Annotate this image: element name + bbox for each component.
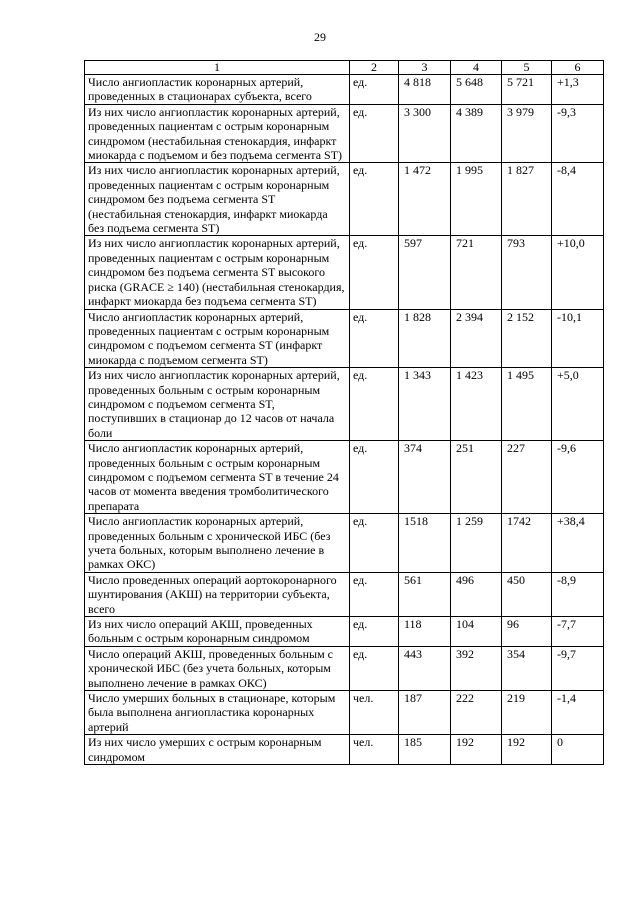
indicator-cell: Число ангиопластик коронарных артерий, проведенных пациентам с острым коронарным синдромом с подъемом сегмента ST (инфаркт миокарда с подъемом сегмента ST) (85, 309, 350, 368)
value-cell: 721 (451, 236, 502, 309)
header-row (85, 61, 604, 75)
indicator-cell: Число умерших больных в стационаре, которым была выполнена ангиопластика коронарных артерий (85, 691, 350, 735)
table-row (85, 617, 604, 647)
table-row (85, 368, 604, 441)
unit-cell: ед. (350, 236, 399, 309)
unit-cell: ед. (350, 617, 399, 647)
value-cell: 1 495 (502, 368, 552, 441)
table-row (85, 104, 604, 163)
indicator-cell: Из них число ангиопластик коронарных артерий, проведенных больным с острым коронарным синдромом с подъемом сегмента ST, поступивших в стационар до 12 часов от начала боли (85, 368, 350, 441)
table-row (85, 735, 604, 765)
unit-cell: ед. (350, 514, 399, 573)
value-cell: 1742 (502, 514, 552, 573)
value-cell: 227 (502, 441, 552, 514)
value-cell: 3 300 (399, 104, 451, 163)
value-cell: 597 (399, 236, 451, 309)
value-cell: 496 (451, 572, 502, 616)
value-cell: 374 (399, 441, 451, 514)
value-cell: 251 (451, 441, 502, 514)
change-cell: -8,4 (552, 163, 604, 236)
unit-cell: ед. (350, 309, 399, 368)
header-cell: 6 (552, 61, 604, 75)
table-row (85, 691, 604, 735)
unit-cell: ед. (350, 75, 399, 105)
unit-cell: ед. (350, 163, 399, 236)
indicator-cell: Из них число ангиопластик коронарных артерий, проведенных пациентам с острым коронарным синдромом (нестабильная стенокардия, инфаркт миокарда с подъемом и без подъема сегмента ST) (85, 104, 350, 163)
table-row (85, 441, 604, 514)
value-cell: 392 (451, 646, 502, 690)
indicator-cell: Число ангиопластик коронарных артерий, проведенных в стационарах субъекта, всего (85, 75, 350, 105)
value-cell: 96 (502, 617, 552, 647)
value-cell: 118 (399, 617, 451, 647)
header-cell: 4 (451, 61, 502, 75)
unit-cell: ед. (350, 104, 399, 163)
change-cell: +10,0 (552, 236, 604, 309)
value-cell: 354 (502, 646, 552, 690)
table-row (85, 514, 604, 573)
value-cell: 443 (399, 646, 451, 690)
unit-cell: ед. (350, 646, 399, 690)
value-cell: 1 995 (451, 163, 502, 236)
value-cell: 185 (399, 735, 451, 765)
value-cell: 1 827 (502, 163, 552, 236)
value-cell: 104 (451, 617, 502, 647)
table-row (85, 646, 604, 690)
value-cell: 1 423 (451, 368, 502, 441)
value-cell: 4 818 (399, 75, 451, 105)
value-cell: 3 979 (502, 104, 552, 163)
change-cell: -10,1 (552, 309, 604, 368)
change-cell: +38,4 (552, 514, 604, 573)
unit-cell: ед. (350, 572, 399, 616)
unit-cell: чел. (350, 691, 399, 735)
value-cell: 5 721 (502, 75, 552, 105)
table-row (85, 572, 604, 616)
unit-cell: ед. (350, 368, 399, 441)
value-cell: 1 828 (399, 309, 451, 368)
unit-cell: чел. (350, 735, 399, 765)
value-cell: 1 472 (399, 163, 451, 236)
value-cell: 192 (451, 735, 502, 765)
indicator-cell: Число операций АКШ, проведенных больным с хронической ИБС (без учета больных, которым выполнено лечение в рамках ОКС) (85, 646, 350, 690)
change-cell: 0 (552, 735, 604, 765)
table-row (85, 163, 604, 236)
indicator-cell: Число проведенных операций аортокоронарного шунтирования (АКШ) на территории субъекта, всего (85, 572, 350, 616)
indicator-cell: Число ангиопластик коронарных артерий, проведенных больным с хронической ИБС (без учета больных, которым выполнено лечение в рамках ОКС) (85, 514, 350, 573)
table-row (85, 309, 604, 368)
table-row (85, 75, 604, 105)
change-cell: -7,7 (552, 617, 604, 647)
indicator-cell: Число ангиопластик коронарных артерий, проведенных больным с острым коронарным синдромом с подъемом сегмента ST в течение 24 часов от момента введения тромболитического препарата (85, 441, 350, 514)
value-cell: 2 152 (502, 309, 552, 368)
value-cell: 793 (502, 236, 552, 309)
page-number: 29 (314, 30, 326, 44)
change-cell: -9,6 (552, 441, 604, 514)
indicator-cell: Из них число операций АКШ, проведенных больным с острым коронарным синдромом (85, 617, 350, 647)
data-table (84, 60, 604, 765)
unit-cell: ед. (350, 441, 399, 514)
value-cell: 2 394 (451, 309, 502, 368)
value-cell: 5 648 (451, 75, 502, 105)
change-cell: -9,7 (552, 646, 604, 690)
header-cell: 1 (85, 61, 350, 75)
value-cell: 1 259 (451, 514, 502, 573)
indicator-cell: Из них число умерших с острым коронарным синдромом (85, 735, 350, 765)
value-cell: 187 (399, 691, 451, 735)
indicator-cell: Из них число ангиопластик коронарных артерий, проведенных пациентам с острым коронарным синдромом без подъема сегмента ST (нестабильная стенокардия, инфаркт миокарда без подъема сегмента ST) (85, 163, 350, 236)
table-row (85, 236, 604, 309)
value-cell: 4 389 (451, 104, 502, 163)
value-cell: 192 (502, 735, 552, 765)
value-cell: 219 (502, 691, 552, 735)
value-cell: 222 (451, 691, 502, 735)
value-cell: 450 (502, 572, 552, 616)
header-cell: 3 (399, 61, 451, 75)
change-cell: -9,3 (552, 104, 604, 163)
header-cell: 2 (350, 61, 399, 75)
indicator-cell: Из них число ангиопластик коронарных артерий, проведенных пациентам с острым коронарным синдромом без подъема сегмента ST высокого риска (GRACE ≥ 140) (нестабильная стенокардия, инфаркт миокарда без подъема сегмента ST) (85, 236, 350, 309)
change-cell: -8,9 (552, 572, 604, 616)
table-body (85, 75, 604, 765)
change-cell: -1,4 (552, 691, 604, 735)
change-cell: +1,3 (552, 75, 604, 105)
value-cell: 1518 (399, 514, 451, 573)
value-cell: 1 343 (399, 368, 451, 441)
value-cell: 561 (399, 572, 451, 616)
change-cell: +5,0 (552, 368, 604, 441)
header-cell: 5 (502, 61, 552, 75)
